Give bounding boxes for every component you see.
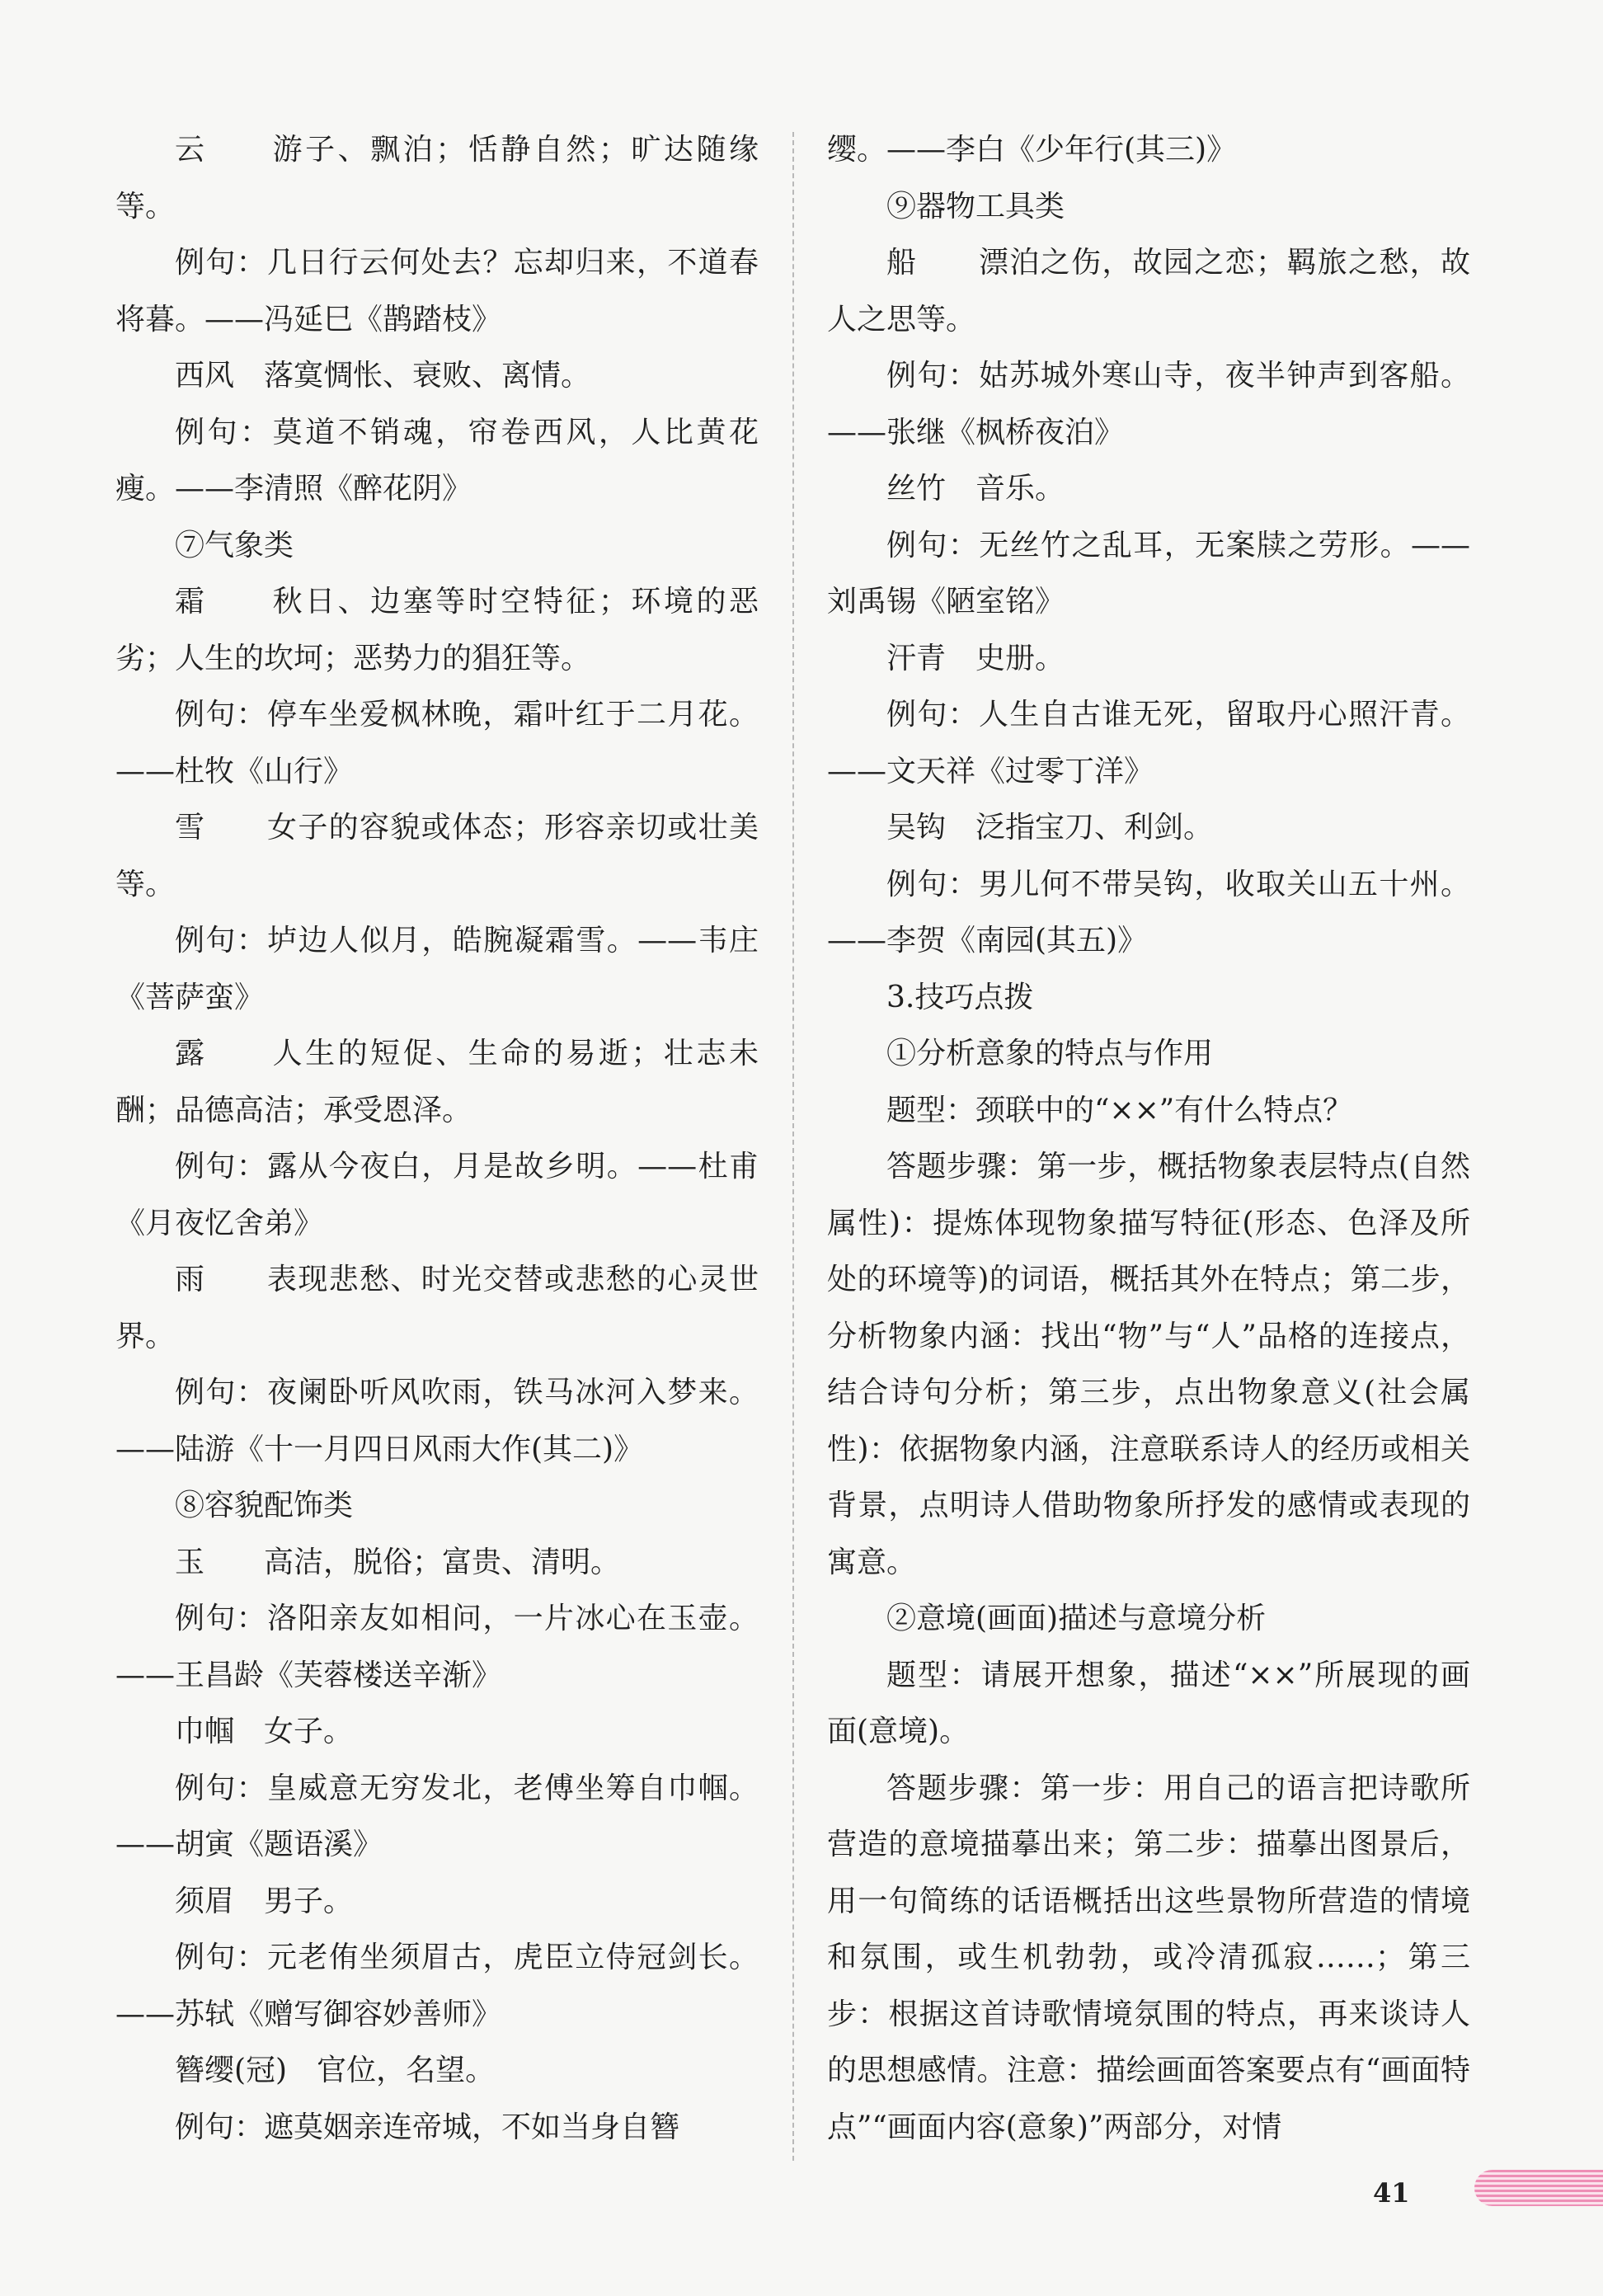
paragraph: 题型：请展开想象，描述“××”所展现的画面(意境)。 [827,1658,1470,1748]
paragraph: 例句：夜阑卧听风吹雨，铁马冰河入梦来。——陆游《十一月四日风雨大作(其二)》 [115,1376,759,1466]
section-heading: ⑦气象类 [175,528,294,562]
paragraph: 例句：莫道不销魂，帘卷西风，人比黄花瘦。——李清照《醉花阴》 [115,415,759,506]
column-divider [792,132,794,2161]
paragraph: 雨 表现悲愁、时光交替或悲愁的心灵世界。 [115,1263,759,1353]
paragraph: 例句：元老侑坐须眉古，虎臣立侍冠剑长。——苏轼《赠写御容妙善师》 [115,1941,759,2031]
section-heading: ⑨器物工具类 [886,189,1065,223]
paragraph: 巾帼 女子。 [175,1715,354,1748]
paragraph: 簪缨(冠) 官位，名望。 [175,2054,496,2087]
left-column [115,122,759,2156]
right-column [827,122,1470,2156]
page-tab-decoration [1474,2170,1603,2206]
paragraph: 雪 女子的容貌或体态；形容亲切或壮美等。 [115,811,759,901]
paragraph: 例句：停车坐爱枫林晚，霜叶红于二月花。——杜牧《山行》 [115,698,759,788]
paragraph: 露 人生的短促、生命的易逝；壮志未酬；品德高洁；承受恩泽。 [115,1037,759,1127]
subsection-heading: ①分析意象的特点与作用 [886,1037,1214,1070]
paragraph: 例句：遮莫姻亲连帝城，不如当身自簪 [175,2110,680,2144]
paragraph: 例句：皇威意无穷发北，老傅坐筹自巾帼。——胡寅《题语溪》 [115,1771,759,1861]
paragraph: 题型：颈联中的“××”有什么特点？ [886,1093,1353,1127]
paragraph: 云 游子、飘泊；恬静自然；旷达随缘等。 [115,133,759,223]
paragraph: 船 漂泊之伤，故园之恋；羁旅之愁，故人之思等。 [827,246,1470,336]
paragraph: 吴钩 泛指宝刀、利剑。 [886,811,1214,845]
paragraph: 须眉 男子。 [175,1884,354,1918]
paragraph: 例句：男儿何不带吴钩，收取关山五十州。——李贺《南园(其五)》 [827,867,1470,957]
paragraph: 例句：洛阳亲友如相问，一片冰心在玉壶。——王昌龄《芙蓉楼送辛渐》 [115,1602,759,1692]
paragraph: 例句：垆边人似月，皓腕凝霜雪。——韦庄《菩萨蛮》 [115,924,759,1014]
paragraph: 例句：露从今夜白，月是故乡明。——杜甫《月夜忆舍弟》 [115,1150,759,1240]
paragraph: 答题步骤：第一步：用自己的语言把诗歌所营造的意境描摹出来；第二步：描摹出图景后，用一句简练的话语概括出这些景物所营造的情境和氛围，或生机勃勃，或冷清孤寂……；第三步：根据这首诗歌情境氛围的特点，再来谈诗人的思想感情。注意：描绘画面答案要点有“画面特点”“画面内容(意象)”两部分，对情 [827,1771,1470,2144]
paragraph: 例句：几日行云何处去？忘却归来，不道春将暮。——冯延巳《鹊踏枝》 [115,246,759,336]
paragraph: 霜 秋日、边塞等时空特征；环境的恶劣；人生的坎坷；恶势力的猖狂等。 [115,585,759,675]
section-heading: ⑧容貌配饰类 [175,1489,354,1522]
paragraph: 缨。——李白《少年行(其三)》 [827,133,1237,167]
page-number: 41 [1373,2177,1410,2209]
section-heading: 3.技巧点拨 [886,980,1034,1014]
paragraph: 例句：姑苏城外寒山寺，夜半钟声到客船。——张继《枫桥夜泊》 [827,359,1470,449]
subsection-heading: ②意境(画面)描述与意境分析 [886,1602,1267,1635]
paragraph: 答题步骤：第一步，概括物象表层特点(自然属性)：提炼体现物象描写特征(形态、色泽及所处的环境等)的词语，概括其外在特点；第二步，分析物象内涵：找出“物”与“人”品格的连接点，结合诗句分析；第三步，点出物象意义(社会属性)：依据物象内涵，注意联系诗人的经历或相关背景，点明诗人借助物象所抒发的感情或表现的寓意。 [827,1150,1470,1579]
paragraph: 玉 高洁，脱俗；富贵、清明。 [175,1545,621,1579]
paragraph: 汗青 史册。 [886,641,1065,675]
paragraph: 西风 落寞惆怅、衰败、离情。 [175,359,591,393]
paragraph: 例句：人生自古谁无死，留取丹心照汗青。——文天祥《过零丁洋》 [827,698,1470,788]
paragraph: 丝竹 音乐。 [886,472,1065,506]
paragraph: 例句：无丝竹之乱耳，无案牍之劳形。——刘禹锡《陋室铭》 [827,528,1470,619]
